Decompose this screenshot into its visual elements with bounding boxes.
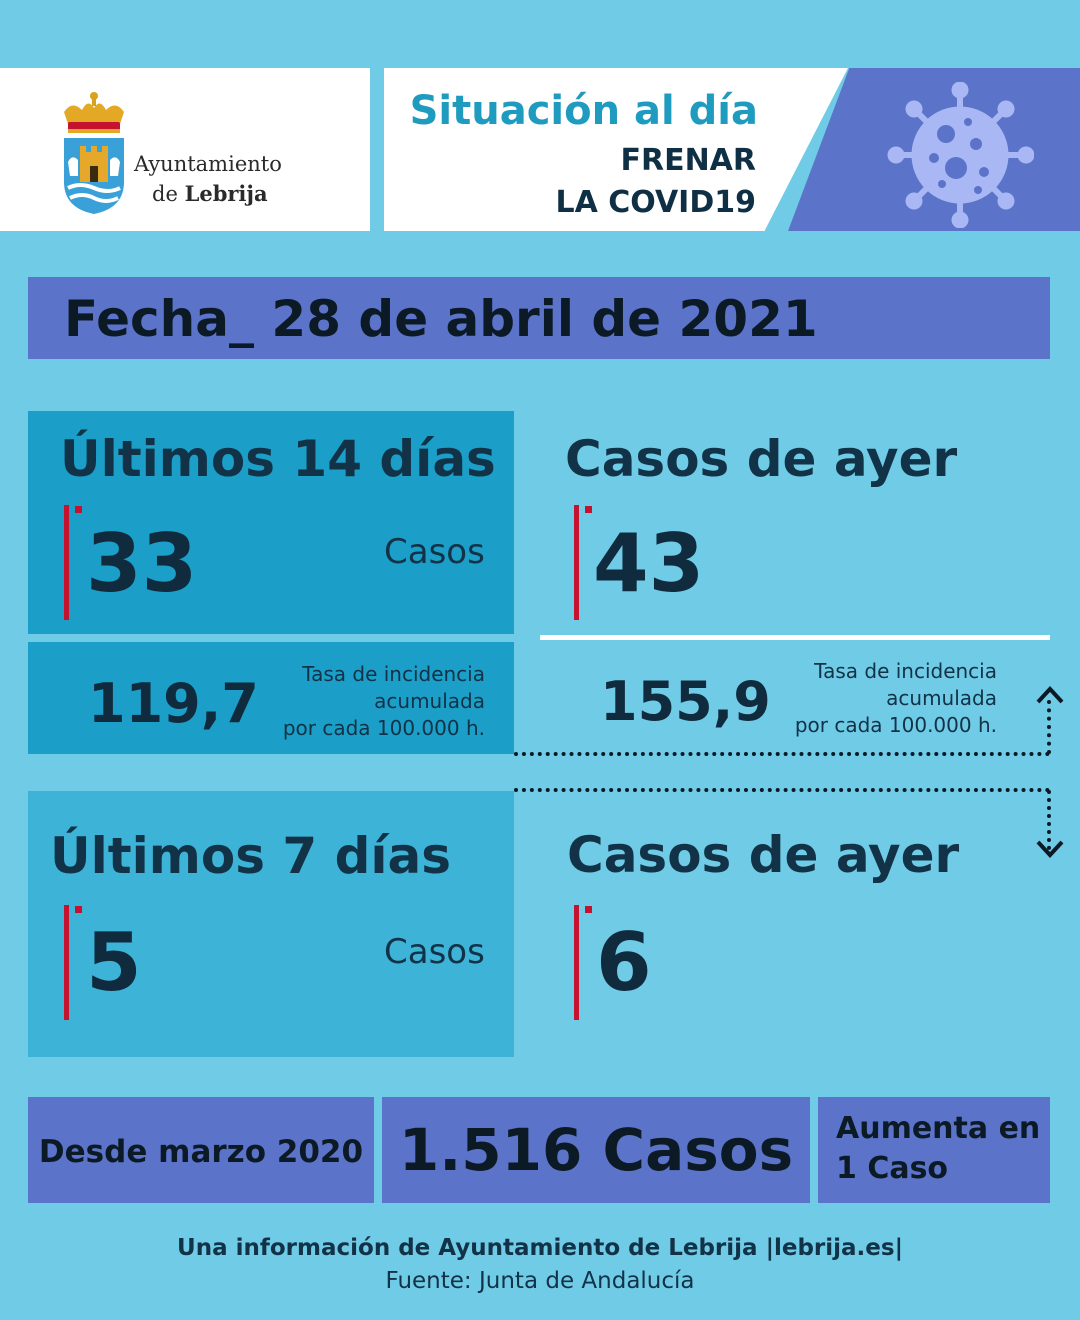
subtitle-line-1: FRENAR <box>620 143 756 178</box>
total-panel <box>382 1097 810 1203</box>
date-label: Fecha_ 28 de abril de 2021 <box>64 290 818 348</box>
last14-rate-desc <box>260 661 485 742</box>
logo-prefix: de <box>152 182 178 206</box>
date-bar <box>28 277 1050 359</box>
yesterday14-rate-desc-line-3: por cada 100.000 h. <box>794 713 997 737</box>
last14-red-bar <box>64 505 69 620</box>
arrow-up-icon <box>1035 684 1065 706</box>
last14-rate-desc-line-3: por cada 100.000 h. <box>282 716 485 740</box>
dotted-connector-lower <box>514 788 1050 792</box>
page-title: Situación al día <box>409 88 758 134</box>
last14-cases-label: Casos <box>384 532 485 572</box>
coat-of-arms-icon <box>58 90 130 216</box>
divider-line <box>540 635 1050 640</box>
yesterday14-rate: 155,9 <box>600 670 771 733</box>
last7-heading: Últimos 7 días <box>50 827 452 885</box>
footer-info: Una información de Ayuntamiento de Lebrija |lebrija.es| <box>177 1235 903 1261</box>
yesterday14-red-tick <box>585 506 592 513</box>
change-line-1: Aumenta en <box>836 1111 1041 1146</box>
last14-rate: 119,7 <box>88 672 259 735</box>
last14-cases: 33 <box>86 517 198 610</box>
footer-source: Fuente: Junta de Andalucía <box>385 1268 695 1294</box>
since-panel <box>28 1097 374 1203</box>
logo-text <box>134 150 282 209</box>
yesterday7-red-tick <box>585 906 592 913</box>
last14-heading: Últimos 14 días <box>60 430 496 488</box>
page-subtitle <box>400 140 756 224</box>
yesterday14-red-bar <box>574 505 579 620</box>
yesterday14-rate-desc-line-2: acumulada <box>886 686 997 710</box>
last14-red-tick <box>75 506 82 513</box>
logo-name: Lebrija <box>184 181 268 206</box>
yesterday14-rate-desc <box>770 658 997 739</box>
logo-line-2 <box>134 179 282 209</box>
dotted-connector-up-vertical <box>1047 700 1051 754</box>
yesterday14-heading: Casos de ayer <box>565 430 958 488</box>
arrow-down-icon <box>1035 838 1065 860</box>
subtitle-line-2: LA COVID19 <box>555 185 756 220</box>
last7-cases: 5 <box>86 916 142 1009</box>
yesterday7-red-bar <box>574 905 579 1020</box>
dotted-connector-upper <box>514 752 1050 756</box>
yesterday7-heading: Casos de ayer <box>567 826 960 884</box>
yesterday7-cases: 6 <box>596 916 652 1009</box>
change-panel <box>818 1097 1050 1203</box>
last14-rate-desc-line-1: Tasa de incidencia <box>302 662 485 686</box>
logo-line-1: Ayuntamiento <box>134 152 282 176</box>
since-label: Desde marzo 2020 <box>38 1134 364 1170</box>
last14-rate-desc-line-2: acumulada <box>374 689 485 713</box>
last7-red-bar <box>64 905 69 1020</box>
last7-red-tick <box>75 906 82 913</box>
yesterday14-cases: 43 <box>593 517 705 610</box>
last7-cases-label: Casos <box>384 932 485 972</box>
total-cases: 1.516 Casos <box>398 1116 794 1184</box>
yesterday14-rate-desc-line-1: Tasa de incidencia <box>814 659 997 683</box>
change-line-2: 1 Caso <box>836 1151 949 1186</box>
virus-icon <box>886 82 1034 228</box>
